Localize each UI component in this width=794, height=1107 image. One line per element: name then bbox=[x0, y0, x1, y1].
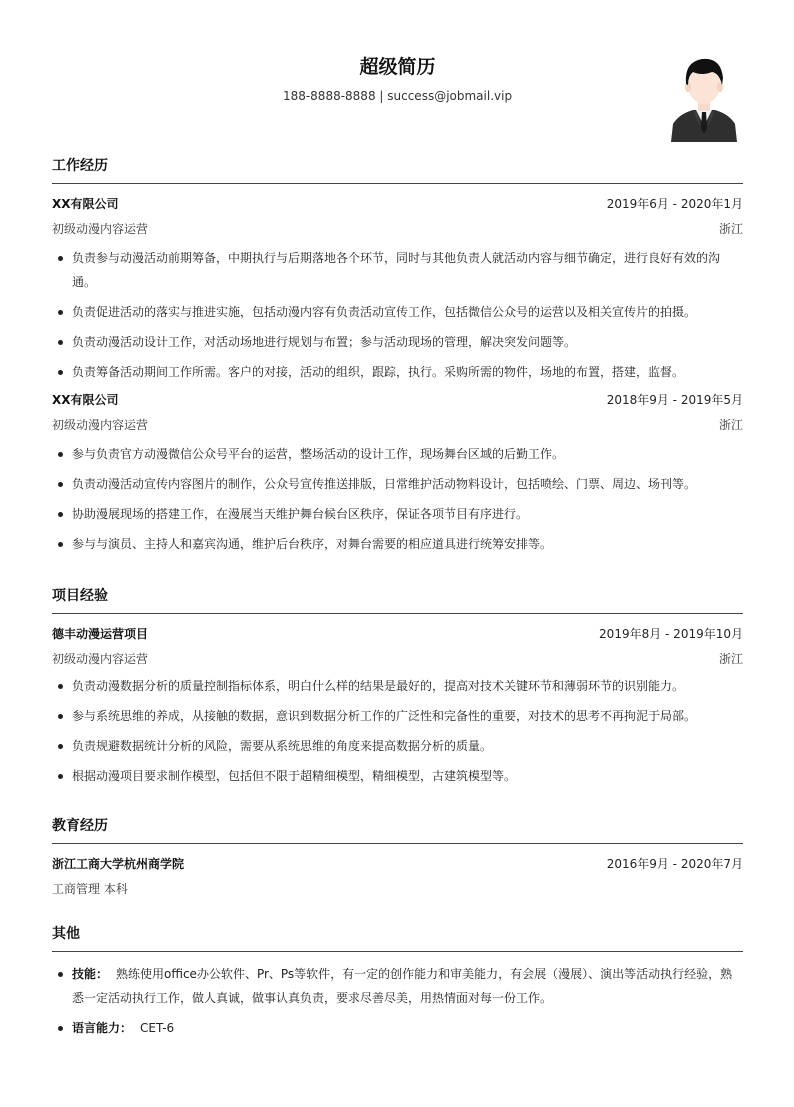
skills-label: 技能： bbox=[72, 967, 109, 981]
section-divider bbox=[52, 843, 743, 844]
company-name: XX有限公司 bbox=[52, 197, 119, 211]
project-section bbox=[52, 584, 743, 794]
section-title: 项目经验 bbox=[52, 588, 108, 604]
education-dates: 2016年9月 - 2020年7月 bbox=[606, 857, 743, 871]
other-section bbox=[52, 922, 743, 1046]
list-item: 负责动漫活动设计工作，对活动场地进行规划与布置；参与活动现场的管理，解决突发问题等。 bbox=[52, 330, 743, 354]
resume-page bbox=[52, 0, 743, 1035]
project-role-row bbox=[52, 649, 743, 674]
major: 工商管理 本科 bbox=[52, 882, 128, 896]
list-item: 参与负责官方动漫微信公众号平台的运营，整场活动的设计工作，现场舞台区域的后勤工作。 bbox=[52, 442, 743, 466]
language-label: 语言能力： bbox=[72, 1021, 133, 1035]
section-divider bbox=[52, 951, 743, 952]
list-item: 负责规避数据统计分析的风险，需要从系统思维的角度来提高数据分析的质量。 bbox=[52, 734, 743, 758]
list-item: 参与系统思维的养成，从接触的数据，意识到数据分析工作的广泛性和完备性的重要，对技术的思考不再拘泥于局部。 bbox=[52, 704, 743, 728]
section-divider bbox=[52, 183, 743, 184]
language-text: CET-6 bbox=[140, 1021, 175, 1035]
list-item: 负责促进活动的落实与推进实施，包括动漫内容有负责活动宣传工作，包括微信公众号的运营以及相关宣传片的拍摄。 bbox=[52, 300, 743, 324]
job-role-row bbox=[52, 219, 743, 244]
section-divider bbox=[52, 613, 743, 614]
company-name: XX有限公司 bbox=[52, 393, 119, 407]
list-item: 负责动漫活动宣传内容图片的制作，公众号宣传推送排版，日常维护活动物料设计，包括喷绘、门票、周边、场刊等。 bbox=[52, 472, 743, 496]
skills-item bbox=[52, 962, 743, 1010]
job-role-row bbox=[52, 415, 743, 440]
skills-text: 熟练使用office办公软件、Pr、Ps等软件，有一定的创作能力和审美能力，有会展（漫展）、演出等活动执行经验，熟悉一定活动执行工作，做人真诚，做事认真负责，要求尽善尽美，用热情面对每一份工作。 bbox=[72, 967, 733, 1005]
job-dates: 2018年9月 - 2019年5月 bbox=[606, 393, 743, 407]
job-location: 浙江 bbox=[718, 222, 743, 236]
section-title: 教育经历 bbox=[52, 818, 108, 834]
section-title: 工作经历 bbox=[52, 158, 108, 174]
list-item: 负责动漫数据分析的质量控制指标体系，明白什么样的结果是最好的，提高对技术关键环节和薄弱环节的识别能力。 bbox=[52, 674, 743, 698]
job-header-row bbox=[52, 390, 743, 415]
work-section bbox=[52, 154, 743, 562]
other-list bbox=[52, 962, 743, 1040]
education-section bbox=[52, 814, 743, 904]
job-bullets bbox=[52, 442, 743, 556]
job-entry bbox=[52, 194, 743, 384]
job-entry bbox=[52, 390, 743, 556]
list-item: 负责筹备活动期间工作所需。客户的对接，活动的组织，跟踪，执行。采购所需的物件，场地的布置，搭建，监督。 bbox=[52, 360, 743, 384]
list-item: 参与与演员、主持人和嘉宾沟通，维护后台秩序，对舞台需要的相应道具进行统筹安排等。 bbox=[52, 532, 743, 556]
job-header-row bbox=[52, 194, 743, 219]
job-bullets bbox=[52, 246, 743, 384]
project-location: 浙江 bbox=[718, 652, 743, 666]
education-major-row bbox=[52, 879, 743, 904]
list-item: 负责参与动漫活动前期筹备，中期执行与后期落地各个环节，同时与其他负责人就活动内容与细节确定，进行良好有效的沟通。 bbox=[52, 246, 743, 294]
section-title: 其他 bbox=[52, 926, 80, 942]
resume-name: 超级简历 bbox=[359, 56, 436, 78]
resume-header bbox=[52, 0, 743, 150]
project-dates: 2019年8月 - 2019年10月 bbox=[599, 627, 743, 641]
list-item: 根据动漫项目要求制作模型，包括但不限于超精细模型，精细模型，古建筑模型等。 bbox=[52, 764, 743, 788]
education-header-row bbox=[52, 854, 743, 879]
project-name: 德丰动漫运营项目 bbox=[52, 627, 149, 641]
job-dates: 2019年6月 - 2020年1月 bbox=[606, 197, 743, 211]
job-location: 浙江 bbox=[718, 418, 743, 432]
list-item: 协助漫展现场的搭建工作，在漫展当天维护舞台候台区秩序，保证各项节目有序进行。 bbox=[52, 502, 743, 526]
project-bullets bbox=[52, 674, 743, 788]
project-header-row bbox=[52, 624, 743, 649]
school-name: 浙江工商大学杭州商学院 bbox=[52, 857, 185, 871]
project-entry bbox=[52, 624, 743, 788]
project-role: 初级动漫内容运营 bbox=[52, 652, 149, 666]
job-role: 初级动漫内容运营 bbox=[52, 222, 149, 236]
contact-info: 188-8888-8888 | success@jobmail.vip bbox=[282, 89, 513, 103]
job-role: 初级动漫内容运营 bbox=[52, 418, 149, 432]
avatar bbox=[669, 54, 739, 142]
language-item bbox=[52, 1016, 743, 1040]
